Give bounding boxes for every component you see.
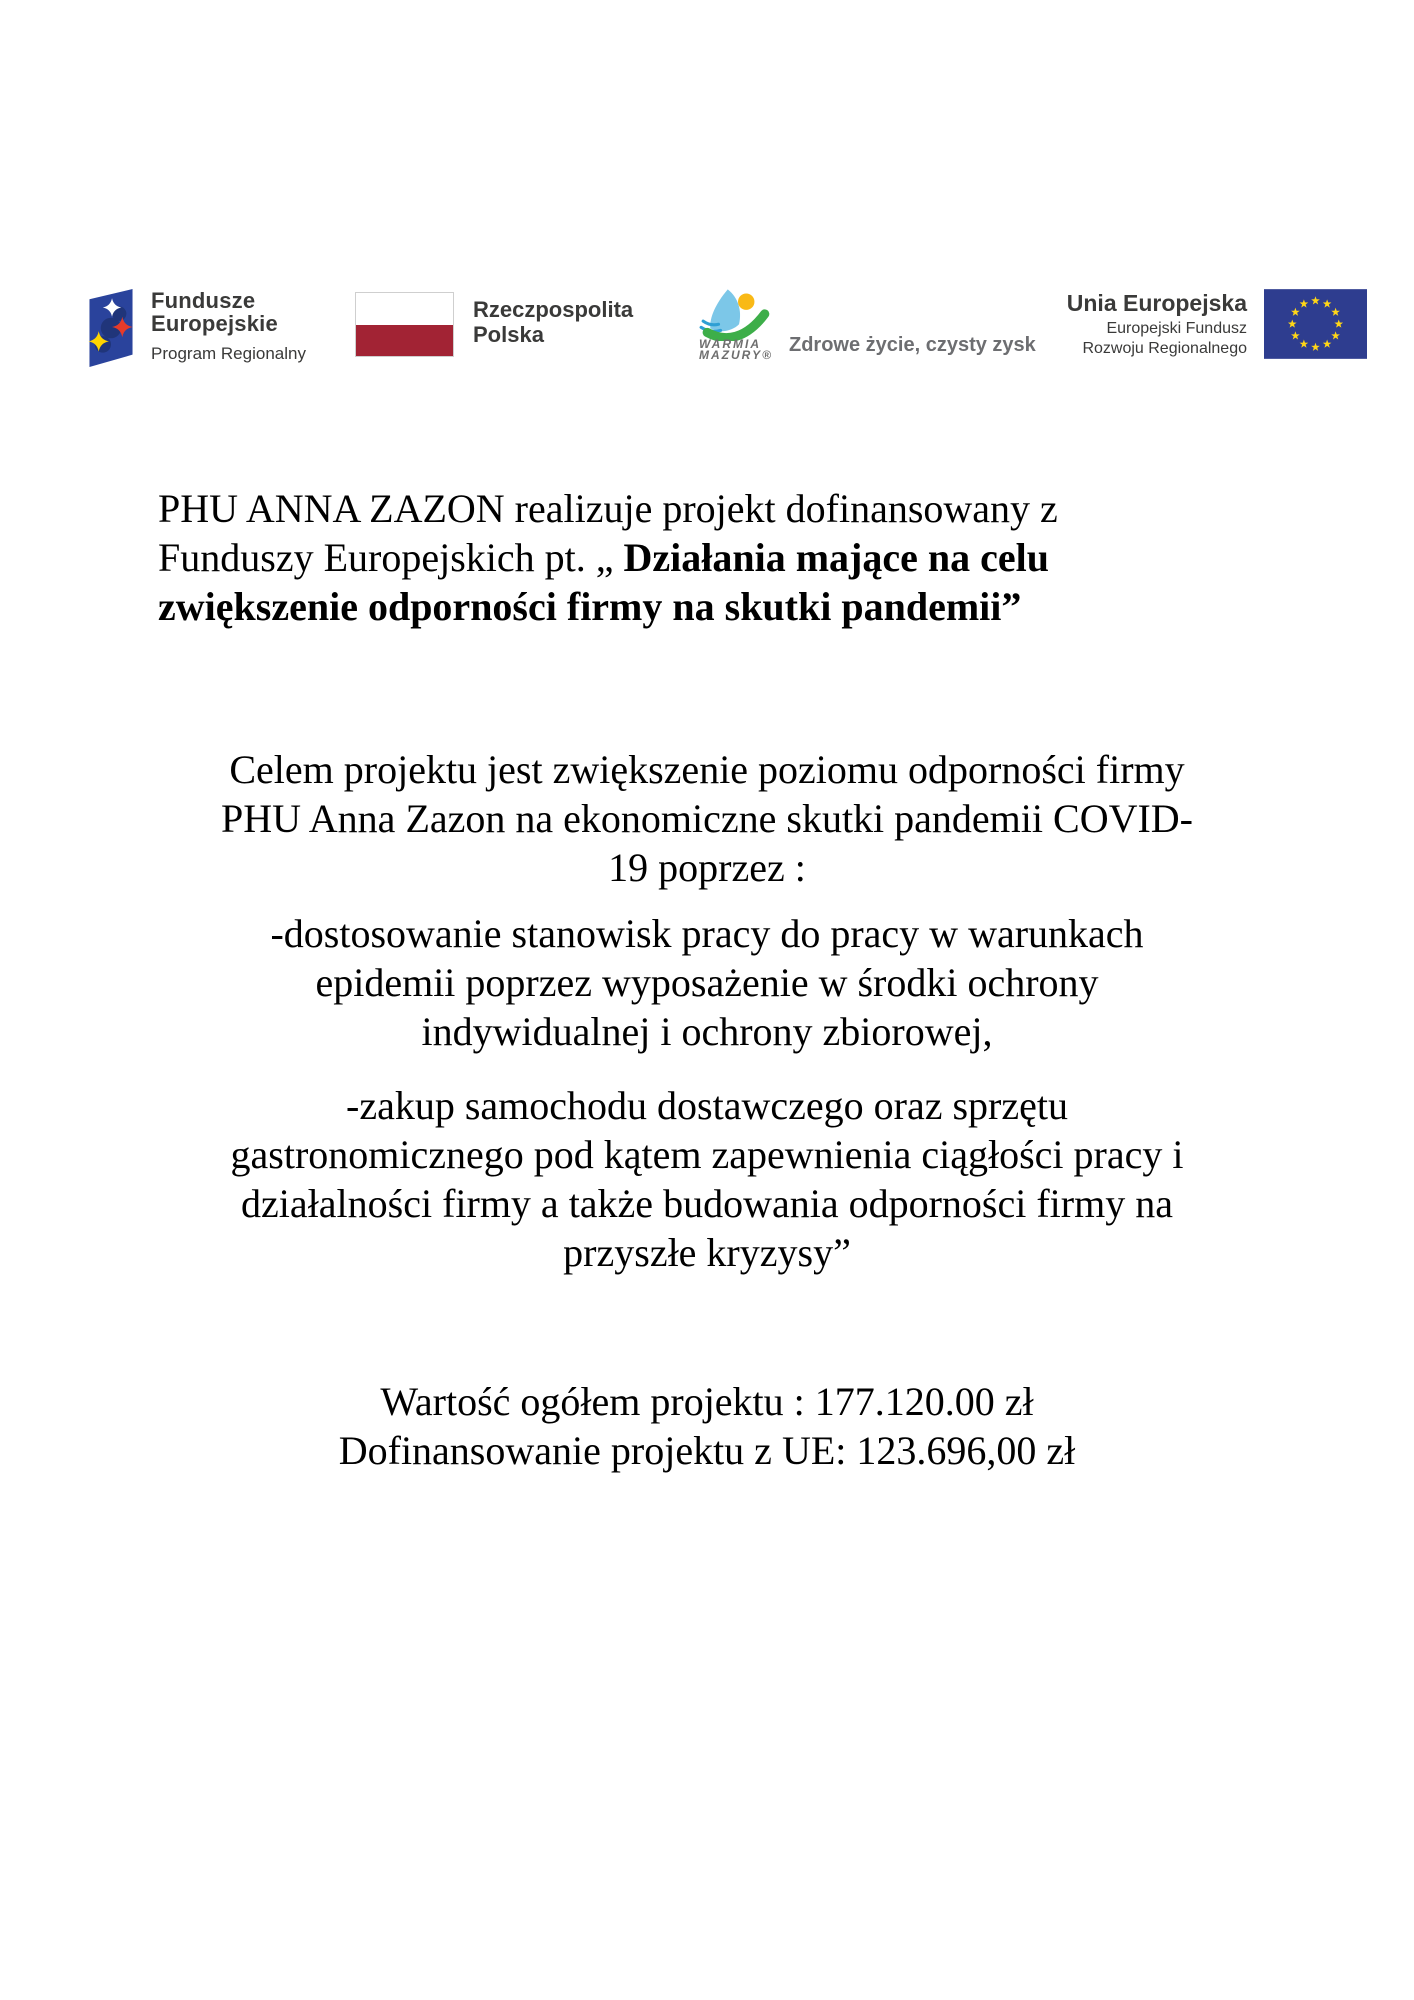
bullet-purchase-paragraph (133, 1081, 1281, 1277)
goal-paragraph (133, 745, 1281, 892)
goal-line-2: PHU Anna Zazon na ekonomiczne skutki pandemii COVID- (220, 796, 1193, 841)
bullet1-line-3: indywidualnej i ochrony zbiorowej, (421, 1009, 993, 1054)
warmia-mazury-wordmark (699, 339, 773, 361)
warmia-brand-line2: MAZURY® (699, 348, 773, 362)
warmia-mazury-tagline: Zdrowe życie, czysty zysk (789, 334, 1036, 356)
polska-title-line1: Rzeczpospolita (473, 297, 634, 322)
warmia-mazury-sail-icon (697, 287, 777, 341)
fundusze-subtitle: Program Regionalny (151, 344, 306, 363)
goal-line-3: 19 poprzez : (608, 845, 806, 890)
bullet2-line-1: -zakup samochodu dostawczego oraz sprzętu (346, 1083, 1068, 1128)
intro-line-3: zwiększenie odporności firmy na skutki pandemii” (158, 584, 1022, 629)
bullet2-line-3: działalności firmy a także budowania odporności firmy na (241, 1181, 1173, 1226)
eu-funding-value: Dofinansowanie projektu z UE: 123.696,00 zł (338, 1428, 1076, 1473)
eu-subtitle-line1: Europejski Fundusz (1106, 320, 1247, 337)
intro-line-1: PHU ANNA ZAZON realizuje projekt dofinansowany z (158, 486, 1058, 531)
goal-line-1: Celem projektu jest zwiększenie poziomu odporności firmy (229, 747, 1185, 792)
intro-line-2 (158, 533, 1218, 582)
project-values (133, 1377, 1281, 1475)
eu-flag-icon (1264, 289, 1367, 359)
intro-line-2-normal: Funduszy Europejskich pt. „ (158, 535, 624, 580)
warmia-brand-line1: WARMIA (699, 337, 761, 351)
intro-line-2-bold: Działania mające na celu (623, 535, 1049, 580)
bullet2-line-2: gastronomicznego pod kątem zapewnienia ciągłości pracy i (230, 1132, 1184, 1177)
rzeczpospolita-polska-logo (473, 297, 633, 347)
bullet-workstations-paragraph (133, 909, 1281, 1056)
intro-paragraph (158, 484, 1218, 631)
fundusze-title-line1: Fundusze (151, 288, 256, 313)
bullet1-line-2: epidemii poprzez wyposażenie w środki ochrony (315, 960, 1099, 1005)
eu-subtitle-line2: Rozwoju Regionalnego (1082, 340, 1247, 357)
unia-europejska-logo (1067, 291, 1247, 359)
eu-title: Unia Europejska (1066, 290, 1247, 316)
bullet2-line-4: przyszłe kryzysy” (563, 1230, 851, 1275)
total-project-value: Wartość ogółem projektu : 177.120.00 zł (380, 1379, 1034, 1424)
bullet1-line-1: -dostosowanie stanowisk pracy do pracy w warunkach (270, 911, 1144, 956)
fundusze-europejskie-logo (151, 289, 306, 364)
polska-title-line2: Polska (473, 322, 544, 347)
logo-bar (0, 0, 1414, 420)
polish-flag-icon (355, 292, 454, 357)
fundusze-title-line2: Europejskie (151, 311, 278, 336)
fundusze-europejskie-flag-icon (84, 287, 138, 369)
